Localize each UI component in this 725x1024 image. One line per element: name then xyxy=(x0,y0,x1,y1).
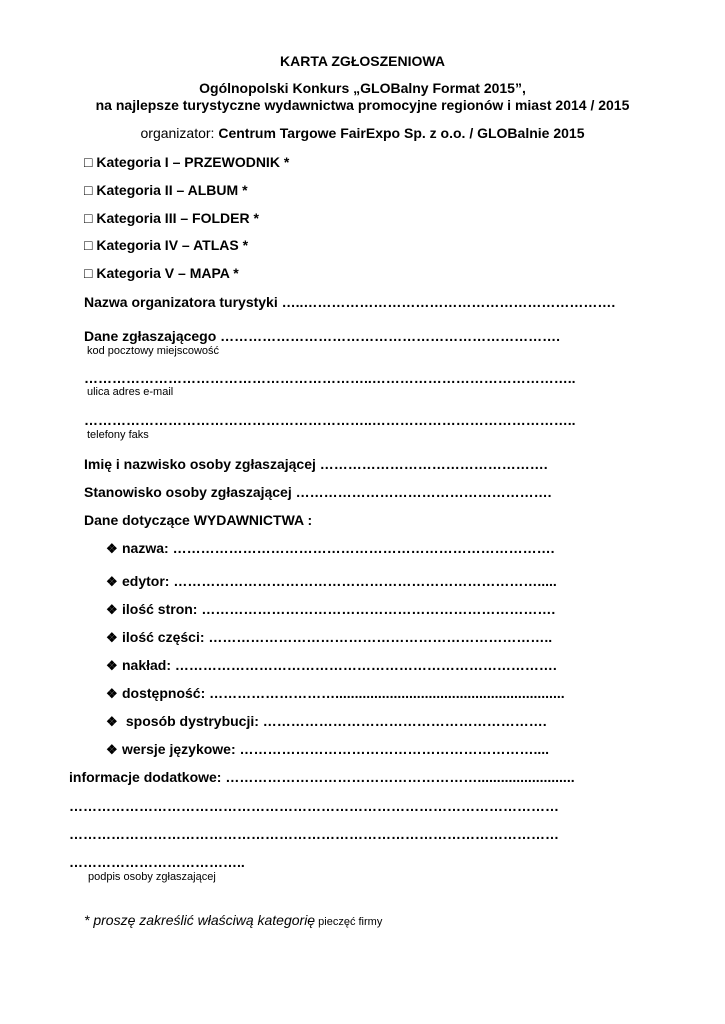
diamond-bullet-icon: ❖ xyxy=(106,686,118,701)
organizer-line xyxy=(0,126,725,140)
publication-languages-field[interactable]: wersje językowe: ……………………………………………………….... xyxy=(122,741,550,757)
organizer-name: Centrum Targowe FairExpo Sp. z o.o. / GLOBalnie 2015 xyxy=(218,125,585,141)
position-field[interactable]: Stanowisko osoby zgłaszającej ………………………………………………. xyxy=(84,484,552,500)
category-option-1[interactable]: □ Kategoria I – PRZEWODNIK * xyxy=(84,154,290,170)
stamp-label: pieczęć firmy xyxy=(315,916,383,928)
diamond-bullet-icon: ❖ xyxy=(106,541,118,556)
organizer-name-field[interactable]: Nazwa organizatora turystyki …..…………………………………………………………. xyxy=(84,294,616,310)
publication-parts-item[interactable] xyxy=(106,630,552,644)
publication-distribution-field[interactable]: sposób dystrybucji: ……………………………………………………. xyxy=(122,713,547,729)
organizer-prefix: organizator: xyxy=(140,125,219,141)
additional-info-line-2[interactable]: …………………………………………………………………………………………… xyxy=(69,826,559,842)
publication-editor-field[interactable]: edytor: ……………………………………………………………………..... xyxy=(122,573,557,589)
publication-pages-field[interactable]: ilość stron: …………………………………………………………………. xyxy=(122,601,556,617)
additional-info-line-1[interactable]: …………………………………………………………………………………………… xyxy=(69,798,559,814)
publication-distribution-item[interactable] xyxy=(106,714,547,728)
publication-availability-field[interactable]: dostępność: ………………………........................................................... xyxy=(122,685,565,701)
diamond-bullet-icon: ❖ xyxy=(106,742,118,757)
signature-label: podpis osoby zgłaszającej xyxy=(88,871,216,883)
publication-availability-item[interactable] xyxy=(106,686,565,700)
applicant-phone-line[interactable]: ……………………………………………………..…………………………………….. xyxy=(84,412,576,428)
category-option-2[interactable]: □ Kategoria II – ALBUM * xyxy=(84,182,248,198)
publication-heading: Dane dotyczące WYDAWNICTWA : xyxy=(84,512,313,528)
diamond-bullet-icon: ❖ xyxy=(106,658,118,673)
contest-name: Ogólnopolski Konkurs „GLOBalny Format 2015”, xyxy=(199,80,526,96)
form-title: KARTA ZGŁOSZENIOWA xyxy=(280,53,445,69)
publication-editor-item[interactable] xyxy=(106,574,557,588)
publication-print-run-field[interactable]: nakład: ………………………………………………………………………. xyxy=(122,657,557,673)
applicant-hint-postal: kod pocztowy miejscowość xyxy=(87,345,220,357)
additional-info-field[interactable]: informacje dodatkowe: ………………………………………………......................... xyxy=(69,769,575,785)
footnote xyxy=(84,913,382,929)
applicant-hint-phone: telefony faks xyxy=(87,429,149,441)
applicant-address-line[interactable]: ……………………………………………………..…………………………………….. xyxy=(84,370,576,386)
publication-name-item[interactable] xyxy=(106,541,554,555)
publication-languages-item[interactable] xyxy=(106,742,549,756)
signature-line[interactable]: ……………………………….. xyxy=(69,854,245,870)
diamond-bullet-icon: ❖ xyxy=(106,630,118,645)
applicant-hint-street: ulica adres e-mail xyxy=(87,386,174,398)
diamond-bullet-icon: ❖ xyxy=(106,714,118,729)
footnote-text: * proszę zakreślić właściwą kategorię xyxy=(84,912,316,928)
contest-subtitle: na najlepsze turystyczne wydawnictwa promocyjne regionów i miast 2014 / 2015 xyxy=(95,97,630,113)
applicant-field[interactable]: Dane zgłaszającego ………………………………………………………………. xyxy=(84,328,561,344)
diamond-bullet-icon: ❖ xyxy=(106,574,118,589)
publication-print-run-item[interactable] xyxy=(106,658,557,672)
publication-parts-field[interactable]: ilość części: ……………………………………………………………….. xyxy=(122,629,553,645)
publication-pages-item[interactable] xyxy=(106,602,555,616)
publication-name-field[interactable]: nazwa: ………………………………………………………………………. xyxy=(122,540,555,556)
diamond-bullet-icon: ❖ xyxy=(106,602,118,617)
category-option-5[interactable]: □ Kategoria V – MAPA * xyxy=(84,265,239,281)
category-option-3[interactable]: □ Kategoria III – FOLDER * xyxy=(84,210,259,226)
category-option-4[interactable]: □ Kategoria IV – ATLAS * xyxy=(84,237,249,253)
contact-person-field[interactable]: Imię i nazwisko osoby zgłaszającej …………………………………………. xyxy=(84,456,548,472)
